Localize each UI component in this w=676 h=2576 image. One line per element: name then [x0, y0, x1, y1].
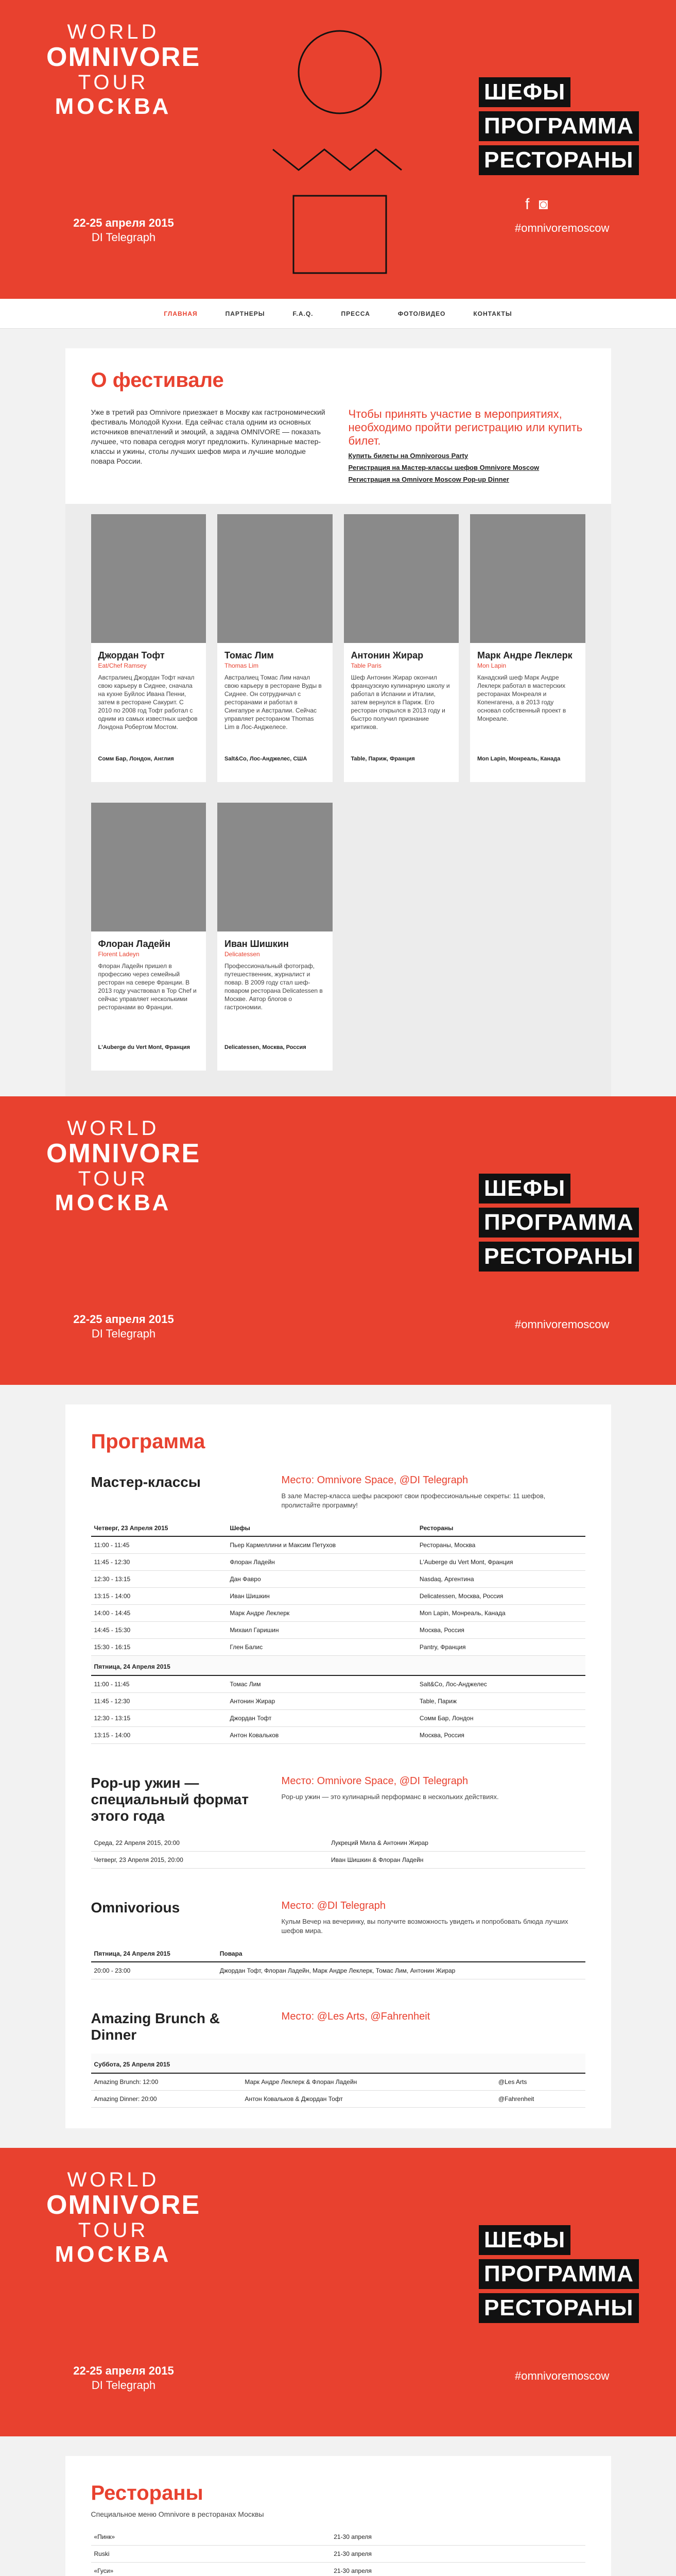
logo-line-world: WORLD	[67, 21, 160, 43]
hero-banner-2: WORLD OMNIVORE TOUR МОСКВА 22-25 апреля 2015 DI Telegraph ШЕФЫ ПРОГРАММА РЕСТОРАНЫ #omnivoremoscow	[0, 1096, 676, 1385]
illustration	[232, 0, 448, 299]
chefs-grid	[65, 504, 611, 803]
about-highlight: Чтобы принять участие в мероприятиях, необходимо пройти регистрацию или купить билет.	[348, 408, 583, 447]
chef-photo	[217, 803, 333, 931]
chef-photo	[470, 514, 585, 643]
omnivorious-title: Omnivorious	[91, 1900, 180, 1916]
chef-card[interactable]: Джордан Тофт Eat/Chef Ramsey Австралиец Джордан Тофт начал свою карьеру в Сиднее, сначала на кухне Буйлос Ивана Пенни, затем в ресторане Сакурит. С 2010 по 2008 год Тофт работал с одним из самых известных шефов Лондона Робертом Мостом. Сомм Бар, Лондон, Англия	[91, 514, 206, 782]
brunch-title: Amazing Brunch & Dinner	[91, 2010, 220, 2043]
hero-banner	[0, 0, 676, 299]
restaurants-section	[65, 2456, 611, 2576]
festival-dates: 22-25 апреля 2015 DI Telegraph	[72, 216, 175, 244]
festival-logo	[46, 21, 201, 120]
logo-line-city: МОСКВА	[55, 94, 172, 119]
facebook-icon[interactable]: f	[525, 196, 530, 213]
about-title: О фестивале	[91, 369, 224, 392]
chef-card[interactable]: Томас Лим Thomas Lim Австралиец Томас Лим начал свою карьеру в ресторане Вуды в Сиднее. Он сотрудничал с ресторанами и работал в Сингапуре и Австралии. Сейчас управляет рестораном Thomas Lim в Лос-Анджелесе. Salt&Co, Лос-Анджелес, США	[217, 514, 333, 782]
chef-card[interactable]: Марк Андре Леклерк Mon Lapin Канадский шеф Марк Андре Леклерк работал в мастерских ресторанах Монреаля и Копенгагена, а в 2013 году основал собственный проект в Монреале. Mon Lapin, Монреаль, Канада	[470, 514, 585, 782]
chef-card[interactable]: Флоран Ладейн Florent Ladeyn Флоран Ладейн пришел в профессию через семейный ресторан на севере Франции. В 2013 году участвовал в Top Chef и сейчас управляет несколькими ресторанами во Франции. L'Auberge du Vert Mont, Франция	[91, 803, 206, 1071]
chef-photo	[344, 514, 459, 643]
brunch-table: Суббота, 25 Апреля 2015 Amazing Brunch: 12:00 Марк Андре Леклерк & Флоран Ладейн @Les Arts Amazing Dinner: 20:00 Антон Ковальков & Джордан Тофт @Fahrenheit	[91, 2054, 585, 2108]
chef-photo	[91, 803, 206, 931]
hashtag: #omnivoremoscow	[515, 222, 610, 234]
nav-contacts[interactable]: КОНТАКТЫ	[473, 310, 512, 317]
chef-photo	[217, 514, 333, 643]
buy-tickets-link[interactable]: Купить билеты на Omnivorous Party	[348, 452, 469, 460]
hero-banner-3: WORLD OMNIVORE TOUR МОСКВА 22-25 апреля 2015 DI Telegraph ШЕФЫ ПРОГРАММА РЕСТОРАНЫ #omnivoremoscow	[0, 2148, 676, 2436]
hero-program-link[interactable]: ПРОГРАММА	[479, 111, 639, 141]
chef-photo	[91, 514, 206, 643]
hero-menu	[479, 77, 633, 179]
restaurants-table: «Пинк» 21-30 апреля Ruski 21-30 апреля «Гуси» 21-30 апреля	[91, 2529, 585, 2576]
chef-card[interactable]: Иван Шишкин Delicatessen Профессиональный фотограф, путешественник, журналист и повар. В 2009 году стал шеф-поваром ресторана Delicatessen в Москве. Автор блогов о гастрономии. Delicatessen, Москва, Россия	[217, 803, 333, 1071]
logo-line-omnivore: OMNIVORE	[46, 42, 201, 72]
popup-table: Среда, 22 Апреля 2015, 20:00 Лукреций Мила & Антонин Жирар Четверг, 23 Апреля 2015, 20:00 Иван Шишкин & Флоран Ладейн	[91, 1835, 585, 1869]
restaurants-desc: Специальное меню Omnivore в ресторанах Москвы	[91, 2510, 264, 2518]
hero-restaurants-link[interactable]: РЕСТОРАНЫ	[479, 145, 639, 175]
nav-media[interactable]: ФОТО/ВИДЕО	[397, 310, 446, 317]
chefs-grid-2	[65, 803, 611, 1096]
chef-card[interactable]: Антонин Жирар Table Paris Шеф Антонин Жирар окончил французскую кулинарную школу и работал в Испании и Италии, затем вернулся в Париж. Его ресторан открылся в 2013 году и быстро получил признание критиков. Table, Париж, Франция	[344, 514, 459, 782]
masterclass-title: Мастер-классы	[91, 1474, 201, 1490]
nav-press[interactable]: ПРЕССА	[341, 310, 370, 317]
logo-line-tour: TOUR	[78, 71, 149, 94]
nav-home[interactable]: ГЛАВНАЯ	[164, 310, 198, 317]
nav-partners[interactable]: ПАРТНЕРЫ	[225, 310, 265, 317]
main-nav	[0, 299, 676, 329]
omnivorious-table: Пятница, 24 Апреля 2015 Повара 20:00 - 23:00 Джордан Тофт, Флоран Ладейн, Марк Андре Леклерк, Томас Лим, Антонин Жирар	[91, 1946, 585, 1979]
register-masterclass-link[interactable]: Регистрация на Мастер-классы шефов Omnivore Moscow	[348, 464, 540, 471]
register-popup-link[interactable]: Регистрация на Omnivore Moscow Pop-up Dinner	[348, 476, 509, 483]
about-section	[65, 348, 611, 1096]
about-text: Уже в третий раз Omnivore приезжает в Москву как гастрономический фестиваль Молодой Кухни. Еда сейчас стала одним из основных источников впечатлений и эмоций, а задача OMNIVORE — показать лучшее, что повара сегодня могут предложить. Кулинарные мастер-классы и ужины, столы лучших шефов мира и лучшие молодые повара России.	[91, 408, 325, 465]
festival-venue: DI Telegraph	[91, 231, 156, 244]
program-section: Программа Мастер-классы Место: Omnivore Space, @DI Telegraph В зале Мастер-класса шефы раскроют свои профессиональные секреты: 11 шефов, пролистайте программу! Четверг, 23 Апреля 2015 Шефы Рестораны 11:00 - 11:45 Пьер Кармеллини и Максим Петухов Рестораны, Москва 11:45 - 12:30 Флоран Ладейн L'Auberge du Vert Mont, Франция 12:30 - 13:15 Дан Фавро Nasdaq, Аргентина 13:15 - 14:00 Иван Шишкин Delicatessen, Москва, Россия 14:00 - 14:45 Марк Андре Леклерк Mon Lapin, Монреаль, Канада 14:45 - 15:30 Михаил Гаришин Москва, Россия 15:30 - 16:15 Глен Балис Pantry, Франция Пятница, 24 Апреля 2015 11:00 - 11:45 Томас Лим Salt&Co, Лос-Анджелес 11:45 - 12:30 Антонин Жирар Table, Париж 12:30 - 13:15 Джордан Тофт Сомм Бар, Лондон 13:15 - 14:00 Антон Ковальков Москва, Россия Pop-up ужин — специальный формат этого года Место: Omnivore Space, @DI Telegraph Pop-up ужин — это кулинарный перформанс в нескольких действиях. Среда, 22 Апреля 2015, 20:00 Лукреций Мила & Антонин Жирар Четверг, 23 Апреля 2015, 20:00 Иван Шишкин & Флоран Ладейн Omnivorious Место: @DI Telegraph Кульм Вечер на вечеринку, вы получите возможность увидеть и попробовать блюда лучших шефов мира. Пятница, 24 Апреля 2015 Повара 20:00 - 23:00 Джордан Тофт, Флоран Ладейн, Марк Андре Леклерк, Томас Лим, Антонин Жирар Amazing Brunch & Dinner Место: @Les Arts, @Fahrenheit Суббота, 25 Апреля 2015 Amazing Brunch: 12:00 Марк Андре Леклерк & Флоран Ладейн @Les Arts Amazing Dinner: 20:00 Антон Ковальков & Джордан Тофт @Fahrenheit	[65, 1404, 611, 2128]
masterclass-table: Четверг, 23 Апреля 2015 Шефы Рестораны 11:00 - 11:45 Пьер Кармеллини и Максим Петухов Рестораны, Москва 11:45 - 12:30 Флоран Ладейн L'Auberge du Vert Mont, Франция 12:30 - 13:15 Дан Фавро Nasdaq, Аргентина 13:15 - 14:00 Иван Шишкин Delicatessen, Москва, Россия 14:00 - 14:45 Марк Андре Леклерк Mon Lapin, Монреаль, Канада 14:45 - 15:30 Михаил Гаришин Москва, Россия 15:30 - 16:15 Глен Балис Pantry, Франция Пятница, 24 Апреля 2015 11:00 - 11:45 Томас Лим Salt&Co, Лос-Анджелес 11:45 - 12:30 Антонин Жирар Table, Париж 12:30 - 13:15 Джордан Тофт Сомм Бар, Лондон 13:15 - 14:00 Антон Ковальков Москва, Россия	[91, 1520, 585, 1744]
nav-faq[interactable]: F.A.Q.	[292, 310, 314, 317]
restaurants-title: Рестораны	[91, 2482, 203, 2504]
popup-title: Pop-up ужин — специальный формат этого года	[91, 1775, 249, 1824]
program-title: Программа	[91, 1430, 205, 1453]
instagram-icon[interactable]: ◙	[539, 196, 548, 213]
hero-chefs-link[interactable]: ШЕФЫ	[479, 77, 570, 107]
